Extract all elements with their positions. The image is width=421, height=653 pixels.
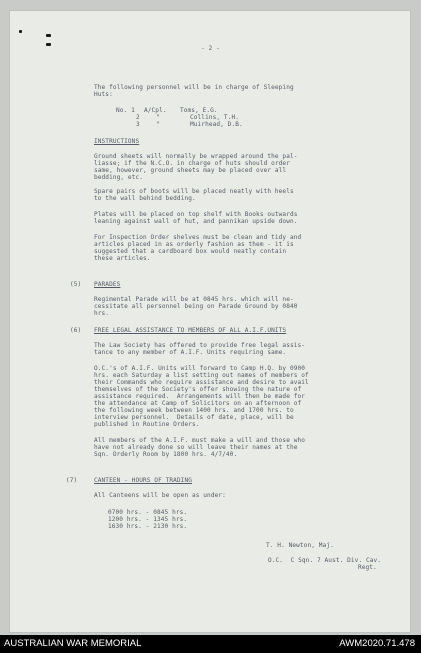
section-number: (7) [66, 477, 78, 484]
parades-heading: PARADES [94, 281, 121, 288]
parades-line: cessitate all personnel being on Parade Ground by 0840 [94, 303, 298, 310]
archive-reference: AWM2020.71.478 [339, 638, 415, 649]
huts-intro-line: Huts: [94, 91, 113, 98]
hut-number: No. 1 [116, 107, 135, 114]
page-number: - 2 - [201, 45, 220, 52]
instructions-heading: INSTRUCTIONS [94, 138, 140, 145]
hut-person: Muirhead, D.B. [190, 121, 243, 128]
legal-heading: FREE LEGAL ASSISTANCE TO MEMBERS OF ALL A.I.F.UNITS [94, 327, 287, 334]
instruction-line: Ground sheets will normally be wrapped around the pal- [94, 153, 298, 160]
legal-line: themselves of the Society's offer showing the nature of [94, 386, 302, 393]
instruction-line: same, however, ground sheets may be placed over all [94, 167, 287, 174]
instruction-line: these articles. [94, 255, 151, 262]
huts-intro-line: The following personnel will be in charge of Sleeping [94, 84, 294, 91]
document-page [10, 11, 410, 632]
instruction-line: Plates will be placed on top shelf with Books outwards [94, 211, 298, 218]
legal-line: published in Routine Orders. [94, 421, 200, 428]
hut-number: 3 [136, 121, 140, 128]
legal-line: The Law Society has offered to provide free legal assis- [94, 342, 306, 349]
instruction-line: suggested that a cardboard box would neatly contain [94, 248, 287, 255]
hut-rank: " [156, 114, 160, 121]
canteen-hours: 1630 hrs. - 2130 hrs. [108, 523, 188, 530]
legal-line: O.C.'s of A.I.F. Units will forward to Camp H.Q. by 0900 [94, 365, 306, 372]
canteen-hours: 1200 hrs. - 1345 hrs. [108, 516, 188, 523]
canteen-heading: CANTEEN - HOURS OF TRADING [94, 477, 192, 484]
instruction-line: bedding, etc. [94, 174, 143, 181]
legal-line: interview personnel. Details of date, place, will be [94, 414, 294, 421]
archive-footer [0, 635, 421, 653]
canteen-intro: All Canteens will be open as under: [94, 492, 226, 499]
hut-number: 2 [136, 114, 140, 121]
instruction-line: leaning against wall of hut, and pannikan upside down. [94, 218, 298, 225]
legal-line: hrs. each Saturday a list setting out names of members of [94, 372, 309, 379]
instruction-line: liasse; if the N.C.O. in charge of huts should order [94, 160, 290, 167]
legal-line: the following week between 1400 hrs. and 1700 hrs. to [94, 407, 294, 414]
legal-line: have not already done so will leave their names at the [94, 444, 298, 451]
hut-rank: A/Cpl. [144, 107, 167, 114]
legal-line: Sqn. Orderly Room by 1800 hrs. 4/7/40. [94, 451, 238, 458]
instruction-line: to the wall behind bedding. [94, 195, 196, 202]
parades-line: Regimental Parade will be at 0845 hrs. which will ne- [94, 296, 294, 303]
canteen-hours: 0700 hrs. - 0845 hrs. [108, 509, 188, 516]
signatory-name: T. H. Newton, Maj. [266, 542, 334, 549]
instruction-line: articles placed in as orderly fashion as them - it is [94, 241, 294, 248]
legal-line: the attendance at Camp of Solicitors on an afternoon of [94, 400, 302, 407]
instruction-line: Spare pairs of boots will be placed neatly with heels [94, 188, 294, 195]
instruction-line: For Inspection Order shelves must be clean and tidy and [94, 234, 302, 241]
typed-document [10, 11, 410, 632]
parades-line: hrs. [94, 310, 110, 317]
hut-rank: " [156, 121, 160, 128]
legal-line: their Commands who require assistance and desire to avail [94, 379, 309, 386]
legal-line: assistance required. Arrangements will then be made for [94, 393, 306, 400]
legal-line: All members of the A.I.F. must make a will and those who [94, 437, 306, 444]
signatory-appointment: O.C. C Sqn. 7 Aust. Div. Cav. [268, 557, 382, 564]
hut-person: Toms, E.G. [180, 107, 218, 114]
section-number: (6) [70, 327, 82, 334]
hut-person: Collins, T.H. [190, 114, 239, 121]
section-number: (5) [70, 281, 82, 288]
legal-line: tance to any member of A.I.F. Units requiring same. [94, 349, 287, 356]
signatory-appointment: Regt. [358, 564, 377, 571]
archive-name: AUSTRALIAN WAR MEMORIAL [4, 638, 142, 649]
